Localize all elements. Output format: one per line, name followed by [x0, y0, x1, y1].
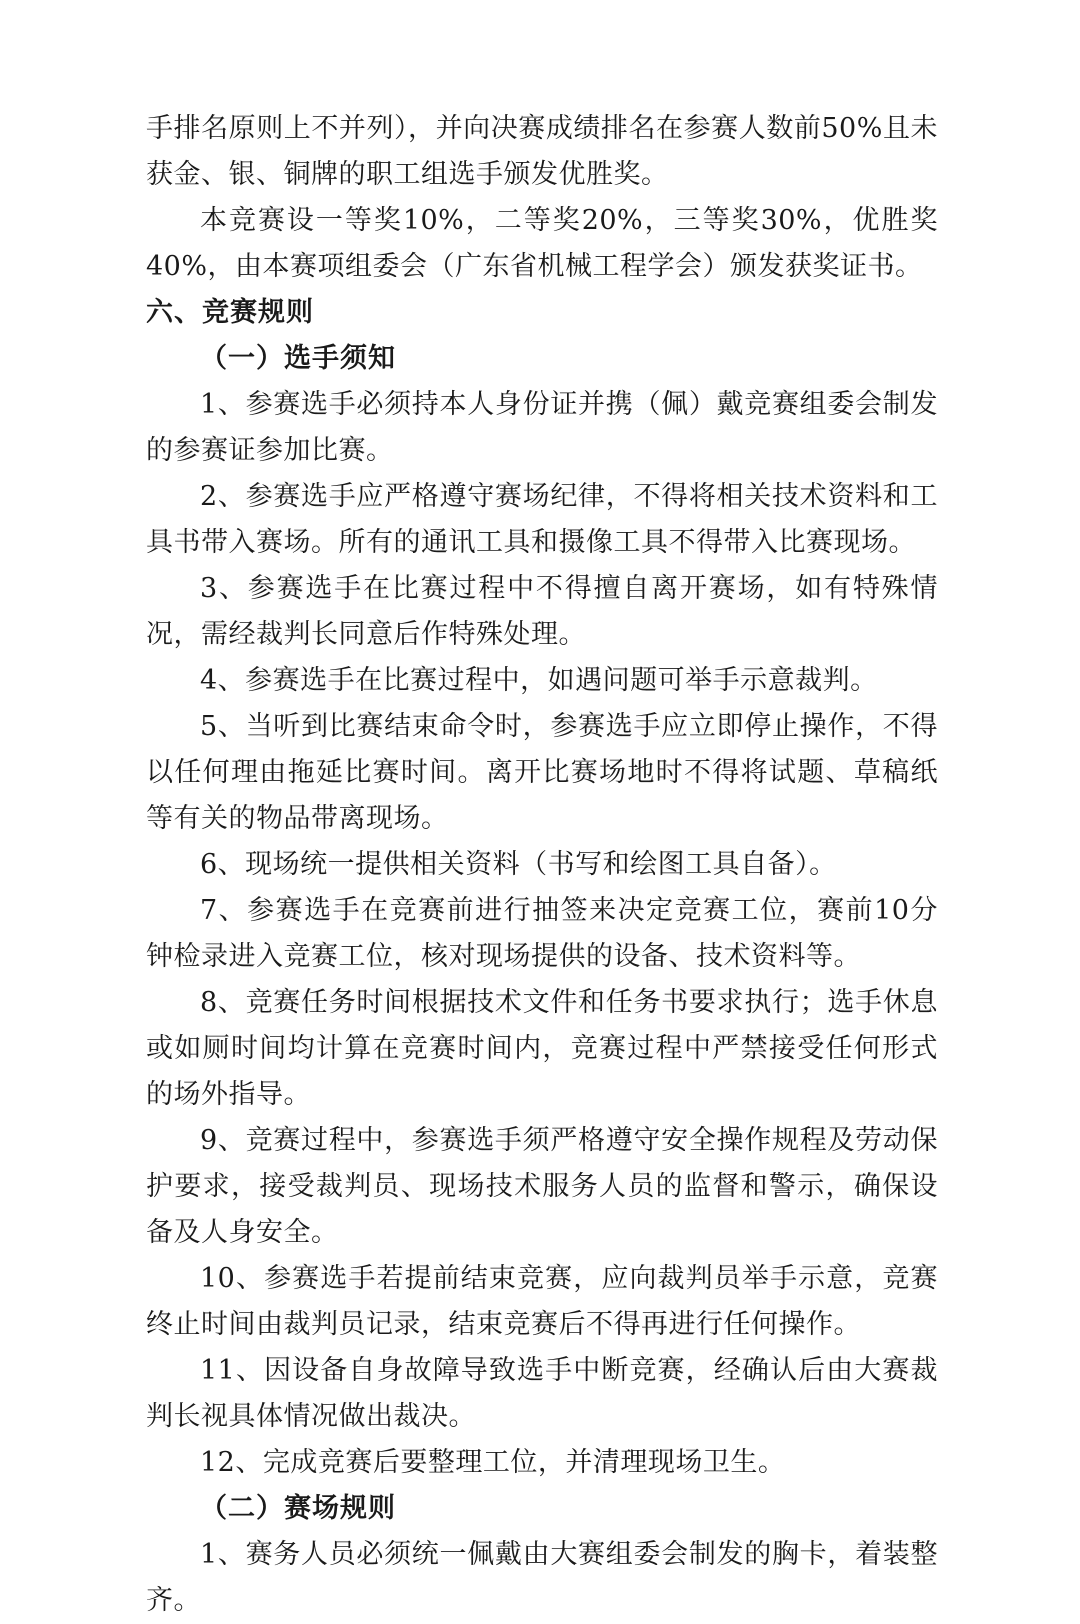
- rule-item-4: 4、参赛选手在比赛过程中，如遇问题可举手示意裁判。: [200, 665, 878, 696]
- rule-item-11: 11、因设备自身故障导致选手中断竞赛，经确认后由大赛裁判长视具体情况做出裁决。: [146, 1355, 938, 1432]
- rule-item-2: 2、参赛选手应严格遵守赛场纪律，不得将相关技术资料和工具书带入赛场。所有的通讯工具和摄像工具不得带入比赛现场。: [146, 481, 938, 558]
- venue-rule-item-1: 1、赛务人员必须统一佩戴由大赛组委会制发的胸卡，着装整齐。: [146, 1539, 938, 1616]
- rule-item-3: 3、参赛选手在比赛过程中不得擅自离开赛场，如有特殊情况，需经裁判长同意后作特殊处理。: [146, 573, 938, 650]
- rule-item-12: 12、完成竞赛后要整理工位，并清理现场卫生。: [200, 1447, 786, 1478]
- rule-item-10: 10、参赛选手若提前结束竞赛，应向裁判员举手示意，竞赛终止时间由裁判员记录，结束竞赛后不得再进行任何操作。: [146, 1263, 938, 1340]
- document-body: [146, 106, 938, 1624]
- rule-item-9: 9、竞赛过程中，参赛选手须严格遵守安全操作规程及劳动保护要求，接受裁判员、现场技术服务人员的监督和警示，确保设备及人身安全。: [146, 1125, 938, 1248]
- rule-item-5: 5、当听到比赛结束命令时，参赛选手应立即停止操作，不得以任何理由拖延比赛时间。离开比赛场地时不得将试题、草稿纸等有关的物品带离现场。: [146, 711, 938, 834]
- rule-item-8: 8、竞赛任务时间根据技术文件和任务书要求执行；选手休息或如厕时间均计算在竞赛时间内，竞赛过程中严禁接受任何形式的场外指导。: [146, 987, 938, 1110]
- subsection-heading-contestant-notice: （一）选手须知: [200, 343, 396, 374]
- section-heading-competition-rules: 六、竞赛规则: [146, 297, 314, 328]
- rule-item-1: 1、参赛选手必须持本人身份证并携（佩）戴竞赛组委会制发的参赛证参加比赛。: [146, 389, 938, 466]
- rule-item-6: 6、现场统一提供相关资料（书写和绘图工具自备）。: [200, 849, 837, 880]
- subsection-heading-venue-rules: （二）赛场规则: [200, 1493, 396, 1524]
- paragraph-award-levels: 本竞赛设一等奖10%，二等奖20%，三等奖30%，优胜奖40%，由本赛项组委会（广东省机械工程学会）颁发获奖证书。: [146, 205, 938, 282]
- paragraph-award-ranking: 手排名原则上不并列），并向决赛成绩排名在参赛人数前50%且未获金、银、铜牌的职工组选手颁发优胜奖。: [146, 113, 938, 190]
- rule-item-7: 7、参赛选手在竞赛前进行抽签来决定竞赛工位，赛前10分钟检录进入竞赛工位，核对现场提供的设备、技术资料等。: [146, 895, 938, 972]
